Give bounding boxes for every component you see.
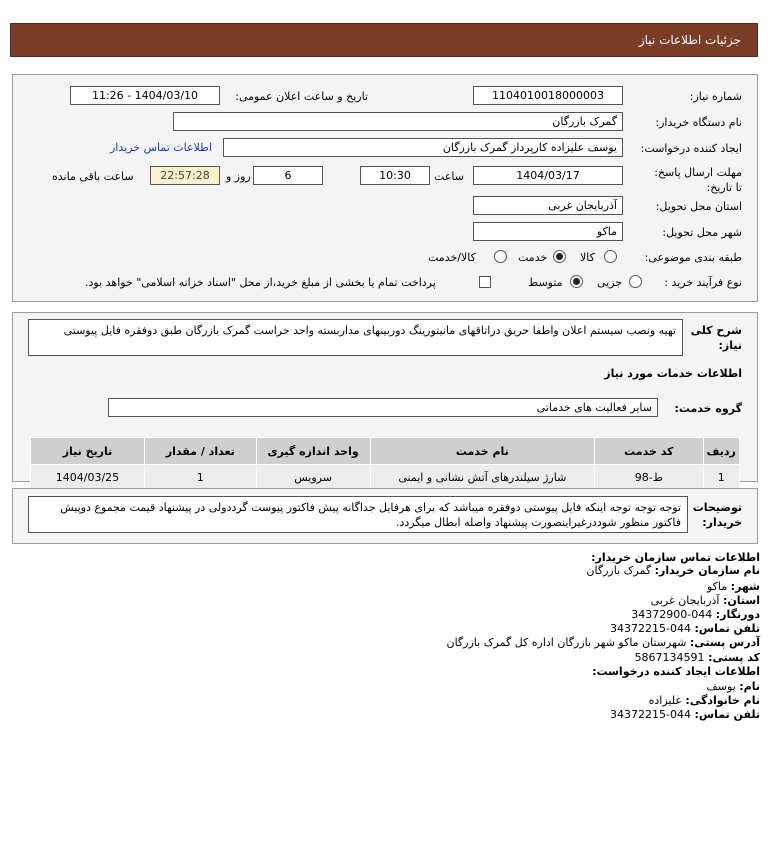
cell-quantity: 1 [144,465,256,490]
category-radio-service[interactable] [553,250,566,263]
city-field: ماکو [473,222,623,241]
remaining-label: ساعت باقی مانده [52,170,134,183]
category-option-goods: کالا [580,251,595,264]
days-label: روز و [226,170,251,183]
col-header-row-number: ردیف [703,438,740,465]
notes-text: توجه توجه توجه اینکه فایل پیوستی دوفقره میباشد که برای هرفایل جداگانه پیش فاکتور پیوست گرددولی در پیشنهاد قیمت مجموع دوپیش فاکتور منظور شوددرغیراینصورت پیشنهاد واصله ابطال میگردد. [28,496,688,533]
need-info-panel [12,74,758,302]
province-field: آذربایجان غربی [473,196,623,215]
page-header [10,23,758,57]
category-radio-goods[interactable] [604,250,617,263]
creator-field: یوسف علیزاده کارپرداز گمرک بازرگان [223,138,623,157]
buyer-contact-link[interactable]: اطلاعات تماس خریدار [110,141,212,154]
contact-postal: کد پستی: 5867134591 [634,651,760,664]
deadline-date-field: 1404/03/17 [473,166,623,185]
contact-phone: تلفن تماس: 044-34372215 [610,622,760,635]
process-radio-minor[interactable] [629,275,642,288]
cell-service-code: ط-98 [595,465,703,490]
summary-label: شرح کلی نیاز: [690,324,742,352]
contact-org: نام سازمان خریدار: گمرک بازرگان [586,564,760,577]
services-section-title: اطلاعات خدمات مورد نیاز [604,367,742,380]
contact-city: شهر: ماکو [707,580,760,593]
province-label: استان محل تحویل: [655,200,742,213]
deadline-label: مهلت ارسال پاسخ: تا تاریخ: [654,166,742,194]
cell-service-name: شارژ سیلندرهای آتش نشانی و ایمنی [370,465,595,490]
time-label: ساعت [434,170,464,183]
treasury-payment-checkbox[interactable] [479,276,491,288]
service-group-label: گروه خدمت: [674,402,742,415]
creator-name: نام: یوسف [706,680,760,693]
cell-row-number: 1 [703,465,740,490]
announce-field: 1404/03/10 - 11:26 [70,86,220,105]
announce-label: تاریخ و ساعت اعلان عمومی: [235,90,368,103]
summary-text: تهیه ونصب سیستم اعلان واطفا حریق دراتاقهای مانیتورینگ دوربینهای مداربسته واحد حراست گمرک بازرگان طبق دوفقره فایل پیوستی [28,319,683,356]
contact-title: اطلاعات تماس سازمان خریدار: [591,551,760,564]
process-option-medium: متوسط [528,276,563,289]
creator-label: ایجاد کننده درخواست: [640,142,742,155]
days-field: 6 [253,166,323,185]
process-option-minor: جزیی [597,276,623,289]
creator-family: نام خانوادگی: علیزاده [648,694,760,707]
city-label: شهر محل تحویل: [662,226,742,239]
category-radio-goods-service[interactable] [494,250,507,263]
service-group-field: سایر فعالیت های خدماتی [108,398,658,417]
creator-title: اطلاعات ایجاد کننده درخواست: [592,665,760,678]
buyer-org-label: نام دستگاه خریدار: [655,116,742,129]
process-radio-medium[interactable] [570,275,583,288]
table-row [31,465,740,490]
creator-phone: تلفن تماس: 044-34372215 [610,708,760,721]
need-number-field: 1104010018000003 [473,86,623,105]
col-header-quantity: تعداد / مقدار [144,438,256,465]
deadline-time-field: 10:30 [360,166,430,185]
col-header-need-date: تاریخ نیاز [31,438,145,465]
contact-address: آدرس پستی: شهرستان ماکو شهر بازرگان اداره کل گمرک بازرگان [446,636,760,649]
treasury-payment-note: پرداخت تمام یا بخشی از مبلغ خرید،از محل "اسناد خزانه اسلامی" خواهد بود. [85,276,436,289]
category-option-service: خدمت [518,251,548,264]
cell-need-date: 1404/03/25 [31,465,145,490]
col-header-unit: واحد اندازه گیری [256,438,370,465]
buyer-org-field: گمرک بازرگان [173,112,623,131]
table-header-row [31,438,740,465]
notes-label: توضیحات خریدار: [692,501,742,529]
category-label: طبقه بندی موضوعی: [644,251,742,264]
services-table [30,437,740,490]
need-number-label: شماره نیاز: [689,90,742,103]
col-header-service-code: کد خدمت [595,438,703,465]
category-option-goods-service: کالا/خدمت [428,251,476,264]
remaining-time-field: 22:57:28 [150,166,220,185]
cell-unit: سرویس [256,465,370,490]
col-header-service-name: نام خدمت [370,438,595,465]
contact-fax: دورنگار: 044-34372900 [631,608,760,621]
contact-province: استان: آذربایجان غربی [650,594,760,607]
process-label: نوع فرآیند خرید : [664,276,742,289]
page-title: جزئیات اطلاعات نیاز [638,33,741,47]
